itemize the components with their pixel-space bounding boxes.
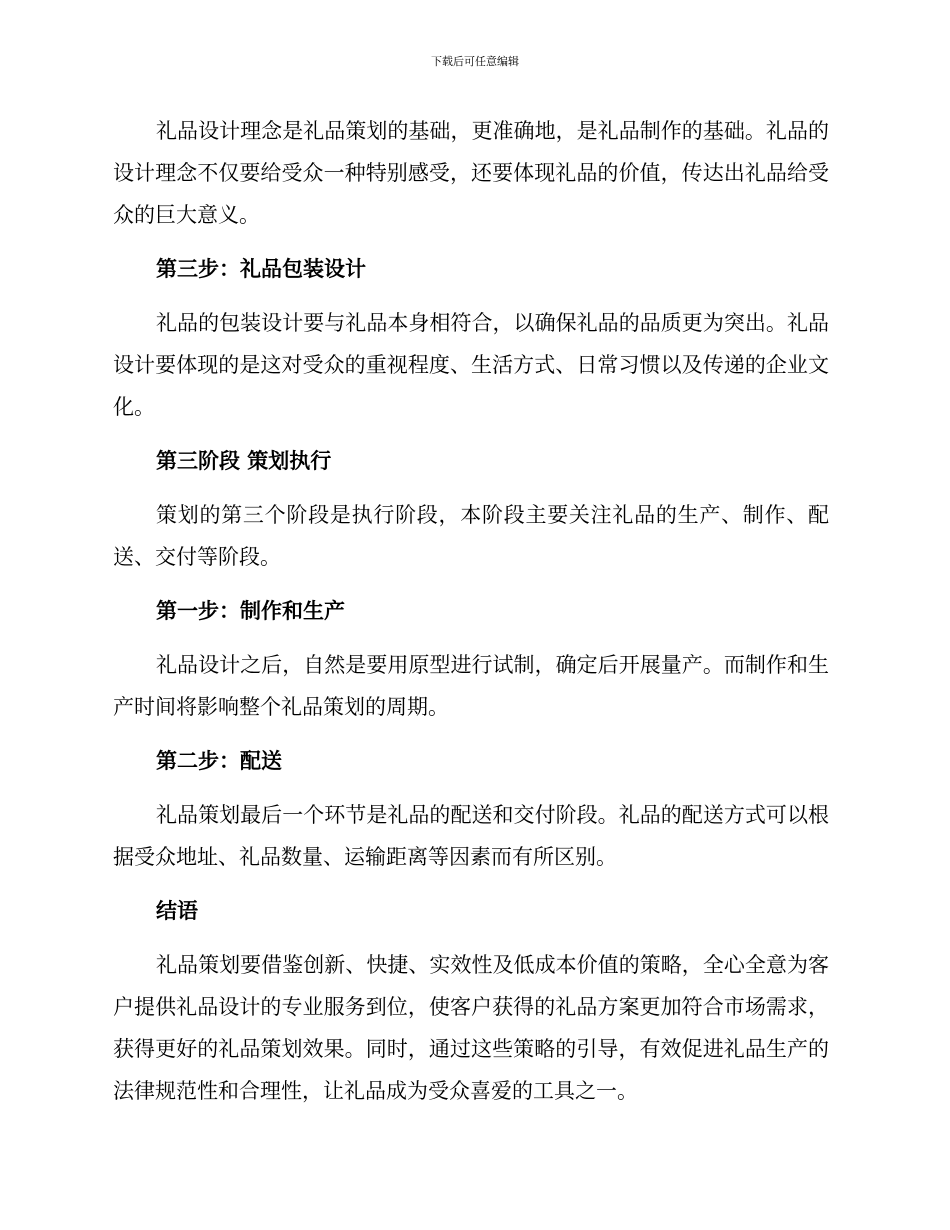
body-paragraph: 礼品设计之后，自然是要用原型进行试制，确定后开展量产。而制作和生产时间将影响整个礼品策划的周期。 [113, 653, 829, 719]
section-heading: 结语 [156, 898, 198, 923]
body-paragraph: 策划的第三个阶段是执行阶段，本阶段主要关注礼品的生产、制作、配送、交付等阶段。 [113, 503, 829, 569]
body-paragraph: 礼品设计理念是礼品策划的基础，更准确地，是礼品制作的基础。礼品的设计理念不仅要给受众一种特别感受，还要体现礼品的价值，传达出礼品给受众的巨大意义。 [113, 119, 829, 227]
section-heading: 第一步：制作和生产 [156, 598, 345, 623]
section-heading: 第二步：配送 [156, 748, 282, 773]
section-heading: 第三阶段 策划执行 [156, 448, 332, 473]
document-body [113, 110, 829, 1112]
body-paragraph: 礼品策划最后一个环节是礼品的配送和交付阶段。礼品的配送方式可以根据受众地址、礼品数量、运输距离等因素而有所区别。 [113, 803, 829, 869]
page-header: 下载后可任意编辑 [431, 55, 519, 68]
body-paragraph: 礼品策划要借鉴创新、快捷、实效性及低成本价值的策略，全心全意为客户提供礼品设计的专业服务到位，使客户获得的礼品方案更加符合市场需求，获得更好的礼品策划效果。同时，通过这些策略的引导，有效促进礼品生产的法律规范性和合理性，让礼品成为受众喜爱的工具之一。 [113, 953, 829, 1103]
section-heading: 第三步：礼品包装设计 [156, 256, 366, 281]
body-paragraph: 礼品的包装设计要与礼品本身相符合，以确保礼品的品质更为突出。礼品设计要体现的是这对受众的重视程度、生活方式、日常习惯以及传递的企业文化。 [113, 311, 829, 419]
